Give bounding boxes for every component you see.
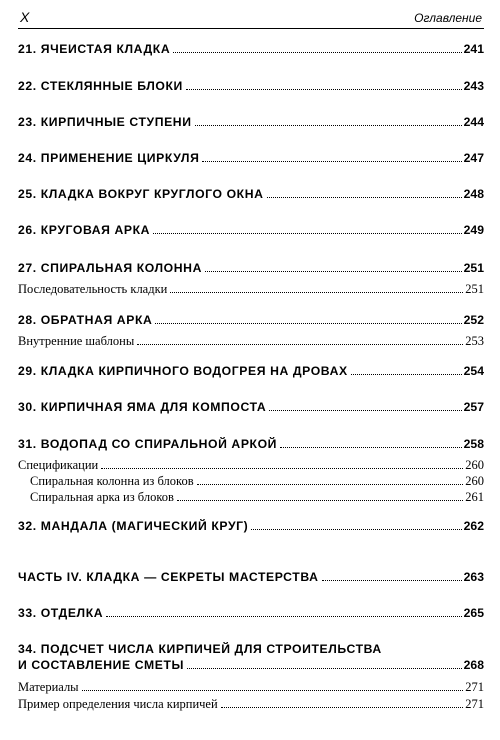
toc-page-number: 258	[463, 437, 484, 451]
toc-page-number: 251	[465, 282, 484, 296]
toc-page-number: 248	[463, 187, 484, 201]
toc-page-number: 243	[463, 79, 484, 93]
toc-page-number: 244	[463, 115, 484, 129]
dot-leader	[205, 271, 462, 272]
toc-subsection	[18, 334, 484, 349]
dot-leader	[322, 580, 462, 581]
running-header	[18, 8, 484, 29]
dot-leader	[280, 447, 462, 448]
toc-title: Внутренние шаблоны	[18, 334, 135, 348]
toc-page-number: 257	[463, 400, 484, 414]
toc-page-number: 251	[463, 261, 484, 275]
dot-leader	[269, 410, 461, 411]
toc-chapter-22	[18, 79, 484, 93]
toc-subsubsection	[18, 474, 484, 489]
dot-leader	[82, 690, 464, 691]
toc-title: 30. КИРПИЧНАЯ ЯМА ДЛЯ КОМПОСТА	[18, 400, 267, 414]
toc-title: 22. СТЕКЛЯННЫЕ БЛОКИ	[18, 79, 183, 93]
toc-title: 27. СПИРАЛЬНАЯ КОЛОННА	[18, 261, 202, 275]
toc-chapter-26	[18, 223, 484, 237]
dot-leader	[173, 52, 461, 53]
dot-leader	[155, 323, 461, 324]
dot-leader	[221, 707, 464, 708]
toc-page-number: 252	[463, 313, 484, 327]
dot-leader	[177, 500, 463, 501]
toc-title: Материалы	[18, 680, 79, 694]
toc-title: Спиральная арка из блоков	[30, 490, 174, 504]
toc-page-number: 262	[463, 519, 484, 533]
toc-subsection	[18, 458, 484, 473]
toc-page-number: 241	[463, 42, 484, 56]
toc-subsection	[18, 680, 484, 695]
toc-title: 33. ОТДЕЛКА	[18, 606, 104, 620]
toc-chapter-32	[18, 519, 484, 533]
toc-title: 32. МАНДАЛА (МАГИЧЕСКИЙ КРУГ)	[18, 519, 249, 533]
toc-title: 25. КЛАДКА ВОКРУГ КРУГЛОГО ОКНА	[18, 187, 264, 201]
toc-subsubsection	[18, 490, 484, 505]
toc-chapter-30	[18, 400, 484, 414]
toc-chapter-27	[18, 261, 484, 275]
dot-leader	[251, 529, 461, 530]
toc-title: Спиральная колонна из блоков	[30, 474, 194, 488]
toc-title: 26. КРУГОВАЯ АРКА	[18, 223, 151, 237]
dot-leader	[153, 233, 462, 234]
toc-chapter-34	[18, 658, 484, 672]
toc-title: 29. КЛАДКА КИРПИЧНОГО ВОДОГРЕЯ НА ДРОВАХ	[18, 364, 348, 378]
toc-chapter-25	[18, 187, 484, 201]
toc-page-number: 265	[463, 606, 484, 620]
dot-leader	[195, 125, 462, 126]
section-title: Оглавление	[414, 11, 482, 25]
dot-leader	[267, 197, 462, 198]
toc-chapter-31	[18, 437, 484, 451]
toc-title: ЧАСТЬ IV. КЛАДКА — СЕКРЕТЫ МАСТЕРСТВА	[18, 570, 319, 584]
dot-leader	[351, 374, 462, 375]
toc-title: 28. ОБРАТНАЯ АРКА	[18, 313, 153, 327]
toc-title: 24. ПРИМЕНЕНИЕ ЦИРКУЛЯ	[18, 151, 200, 165]
toc-page-number: 249	[463, 223, 484, 237]
toc-page-number: 263	[463, 570, 484, 584]
toc-page-number: 261	[465, 490, 484, 504]
dot-leader	[202, 161, 461, 162]
toc-title: 21. ЯЧЕИСТАЯ КЛАДКА	[18, 42, 171, 56]
toc-title: И СОСТАВЛЕНИЕ СМЕТЫ	[18, 658, 185, 672]
toc-title: Пример определения числа кирпичей	[18, 697, 218, 711]
toc-title: 31. ВОДОПАД СО СПИРАЛЬНОЙ АРКОЙ	[18, 437, 278, 451]
page-roman-numeral: X	[20, 9, 30, 25]
toc-chapter-24	[18, 151, 484, 165]
toc-page-number: 247	[463, 151, 484, 165]
toc-chapter-29	[18, 364, 484, 378]
toc-page-number: 268	[463, 658, 484, 672]
toc-page-number: 254	[463, 364, 484, 378]
toc-page-number: 260	[465, 458, 484, 472]
dot-leader	[137, 344, 463, 345]
toc-chapter-21	[18, 42, 484, 56]
toc-page-number: 253	[465, 334, 484, 348]
toc-title: Последовательность кладки	[18, 282, 168, 296]
toc-page-number: 271	[465, 680, 484, 694]
dot-leader	[106, 616, 462, 617]
toc-chapter-33	[18, 606, 484, 620]
toc-page-number: 260	[465, 474, 484, 488]
toc-subsection	[18, 282, 484, 297]
toc-title: 23. КИРПИЧНЫЕ СТУПЕНИ	[18, 115, 192, 129]
toc-chapter-28	[18, 313, 484, 327]
dot-leader	[186, 89, 462, 90]
dot-leader	[187, 668, 462, 669]
toc-page-number: 271	[465, 697, 484, 711]
dot-leader	[170, 292, 463, 293]
dot-leader	[101, 468, 463, 469]
toc-part-iv	[18, 570, 484, 584]
toc-chapter-23	[18, 115, 484, 129]
toc-title: Спецификации	[18, 458, 99, 472]
toc-chapter-34-line1: 34. ПОДСЧЕТ ЧИСЛА КИРПИЧЕЙ ДЛЯ СТРОИТЕЛЬСТВА	[18, 642, 382, 656]
toc-subsection	[18, 697, 484, 712]
dot-leader	[197, 484, 464, 485]
